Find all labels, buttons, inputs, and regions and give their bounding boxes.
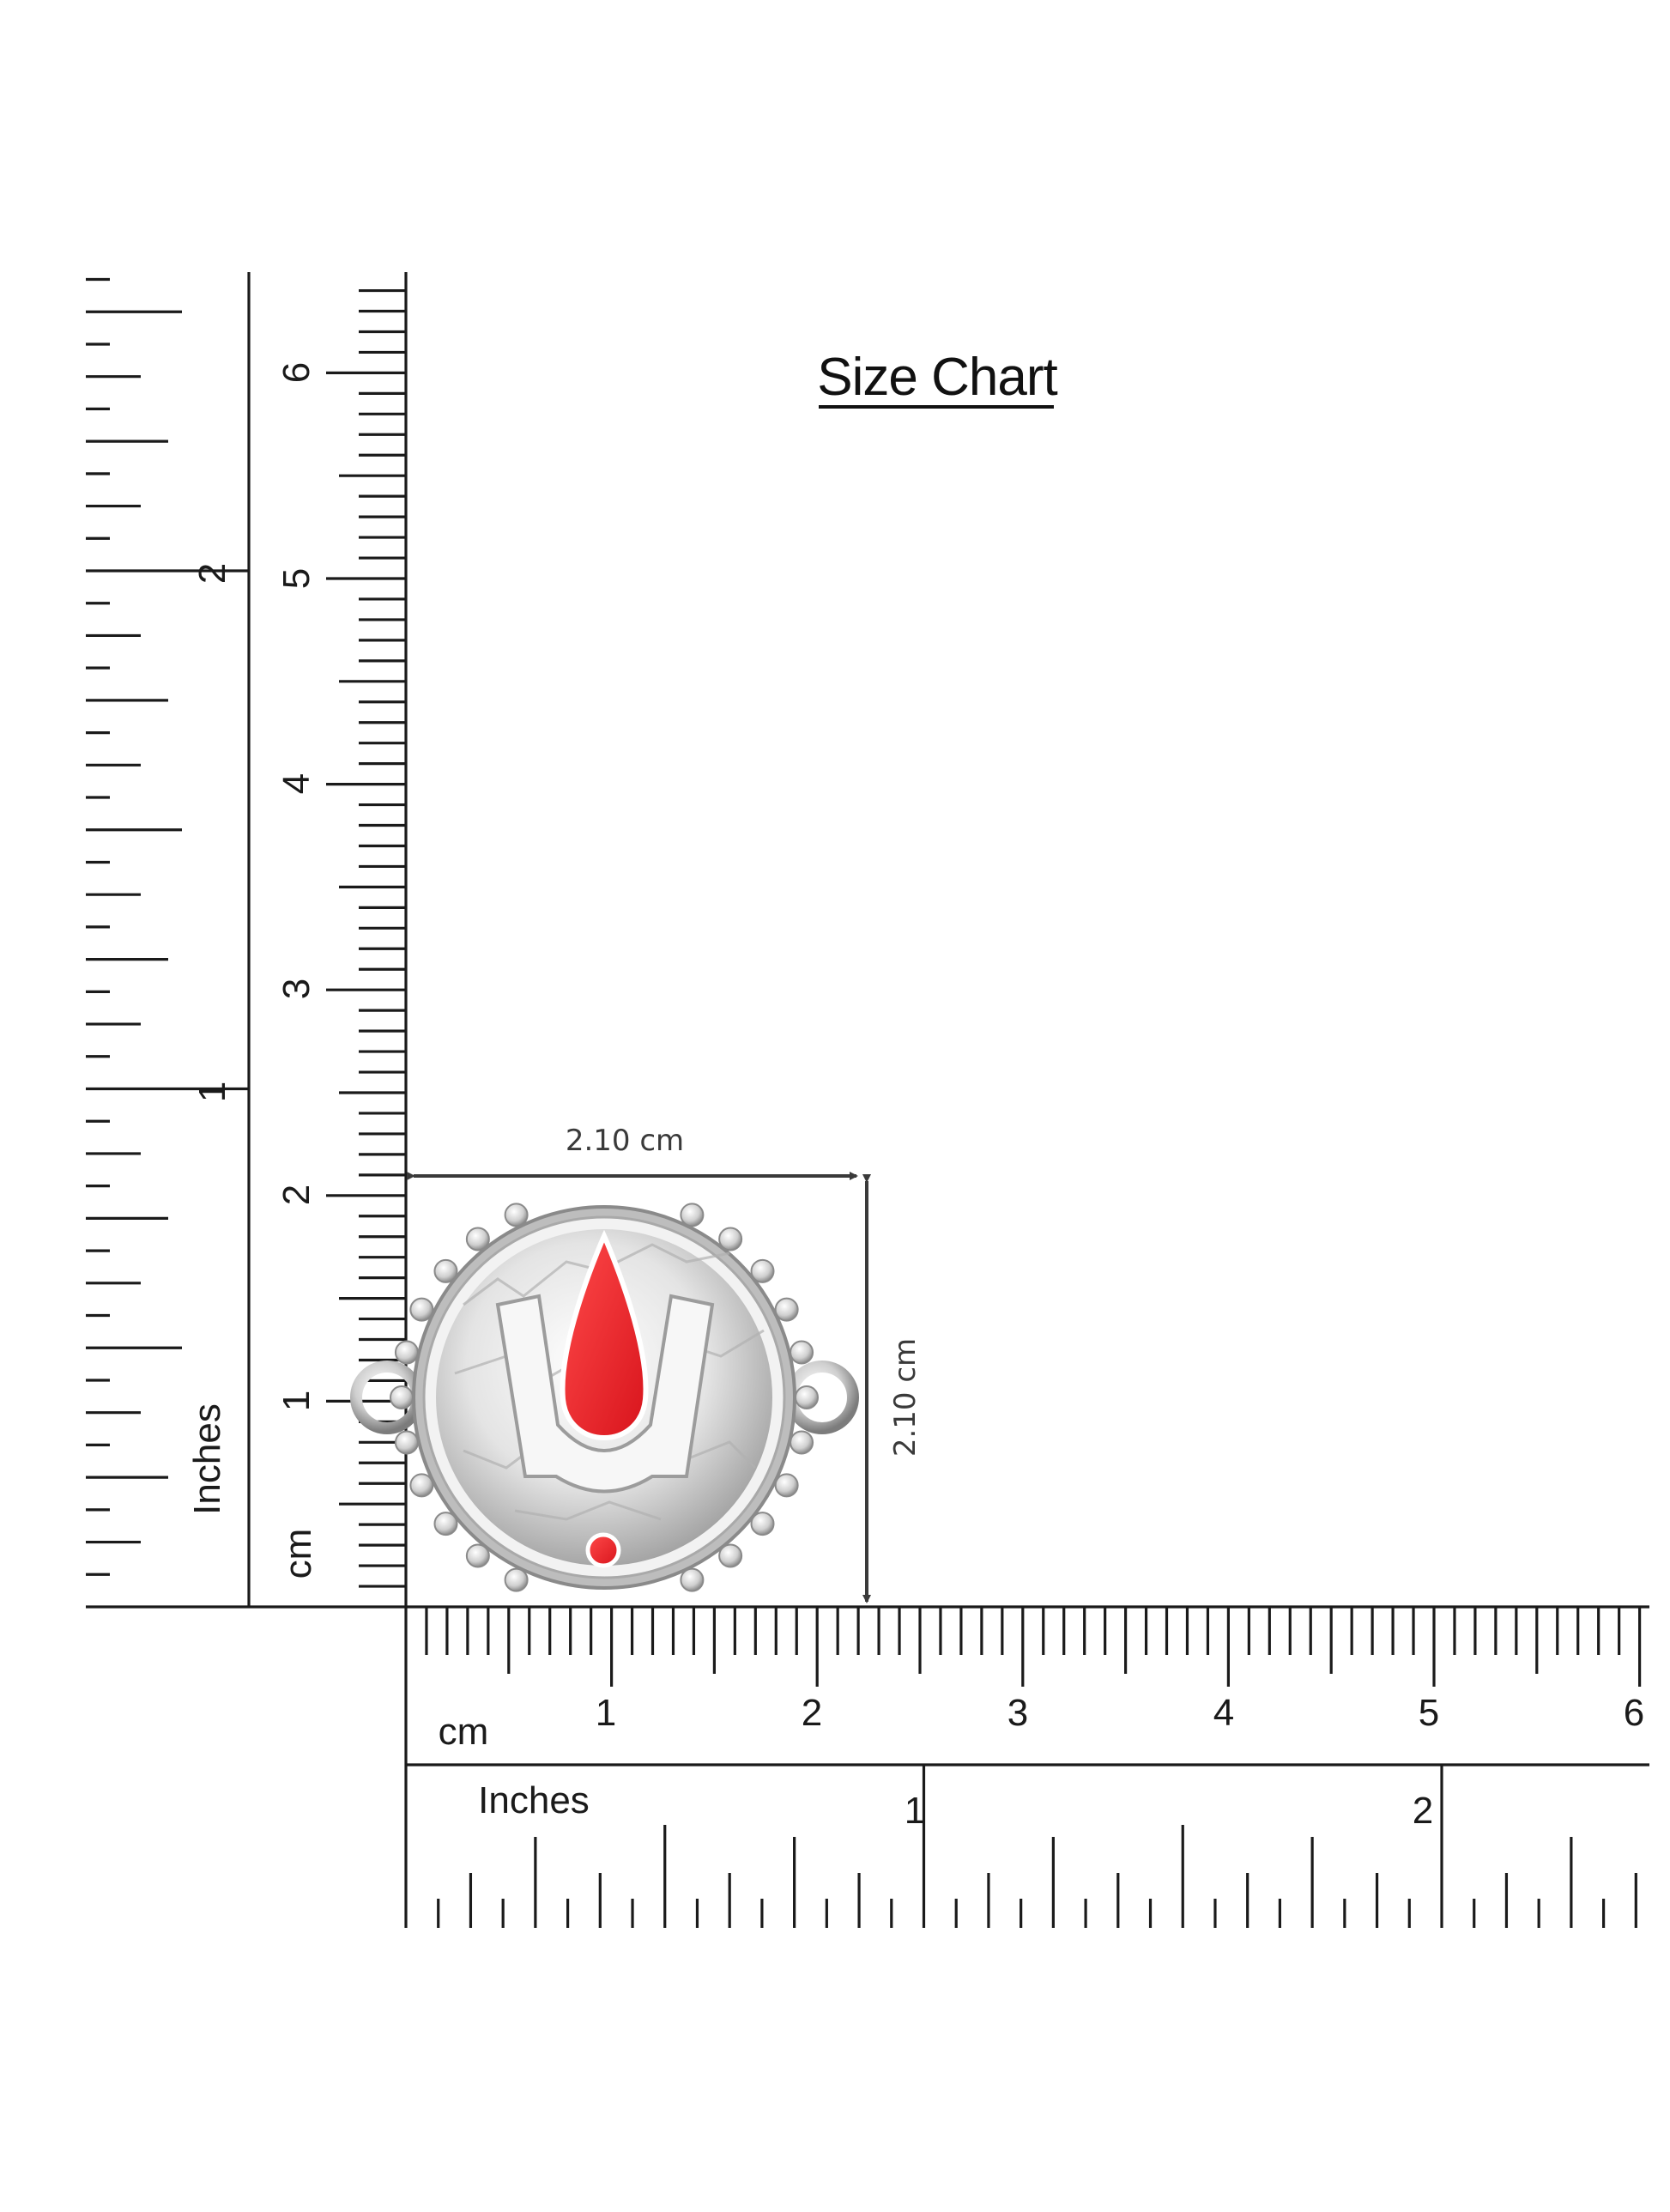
pendant-bead <box>796 1386 818 1409</box>
namam-red-dot <box>588 1535 619 1566</box>
v-cm-label-1: 1 <box>275 1390 318 1412</box>
h-cm-label-4: 4 <box>1213 1692 1235 1734</box>
vertical-inch-ruler-ticks <box>86 280 249 1575</box>
horizontal-inch-ruler-ticks <box>439 1765 1637 1928</box>
h-inch-unit-label: Inches <box>478 1779 590 1821</box>
h-inch-label-2: 2 <box>1412 1790 1434 1832</box>
pendant-bead <box>396 1432 418 1454</box>
v-inch-unit-label: Inches <box>186 1403 228 1515</box>
h-cm-label-5: 5 <box>1418 1692 1440 1734</box>
h-cm-unit-label: cm <box>438 1711 489 1753</box>
h-cm-label-1: 1 <box>595 1692 617 1734</box>
pendant-bead <box>396 1341 418 1363</box>
h-cm-label-6: 6 <box>1623 1692 1645 1734</box>
chart-title: Size Chart <box>817 348 1057 407</box>
pendant-bead <box>390 1386 413 1409</box>
v-cm-label-2: 2 <box>275 1184 318 1206</box>
horizontal-cm-ruler-ticks <box>427 1607 1640 1687</box>
h-cm-label-3: 3 <box>1007 1692 1029 1734</box>
v-cm-unit-label: cm <box>277 1528 319 1579</box>
h-inch-label-1: 1 <box>904 1790 926 1832</box>
h-cm-label-2: 2 <box>801 1692 823 1734</box>
vertical-cm-labels <box>275 362 318 1411</box>
width-dimension-label: 2.10 cm <box>565 1124 685 1158</box>
v-cm-label-6: 6 <box>275 361 318 384</box>
height-dimension-label: 2.10 cm <box>888 1337 923 1457</box>
v-cm-label-3: 3 <box>275 978 318 1000</box>
v-cm-label-5: 5 <box>275 567 318 590</box>
v-inch-label-1: 1 <box>191 1081 233 1103</box>
pendant-bead <box>790 1341 813 1363</box>
pendant-bead <box>790 1432 813 1454</box>
horizontal-cm-labels <box>596 1692 1644 1734</box>
v-inch-label-2: 2 <box>191 562 233 585</box>
v-cm-label-4: 4 <box>275 773 318 795</box>
namam-pendant-icon <box>356 1203 853 1591</box>
